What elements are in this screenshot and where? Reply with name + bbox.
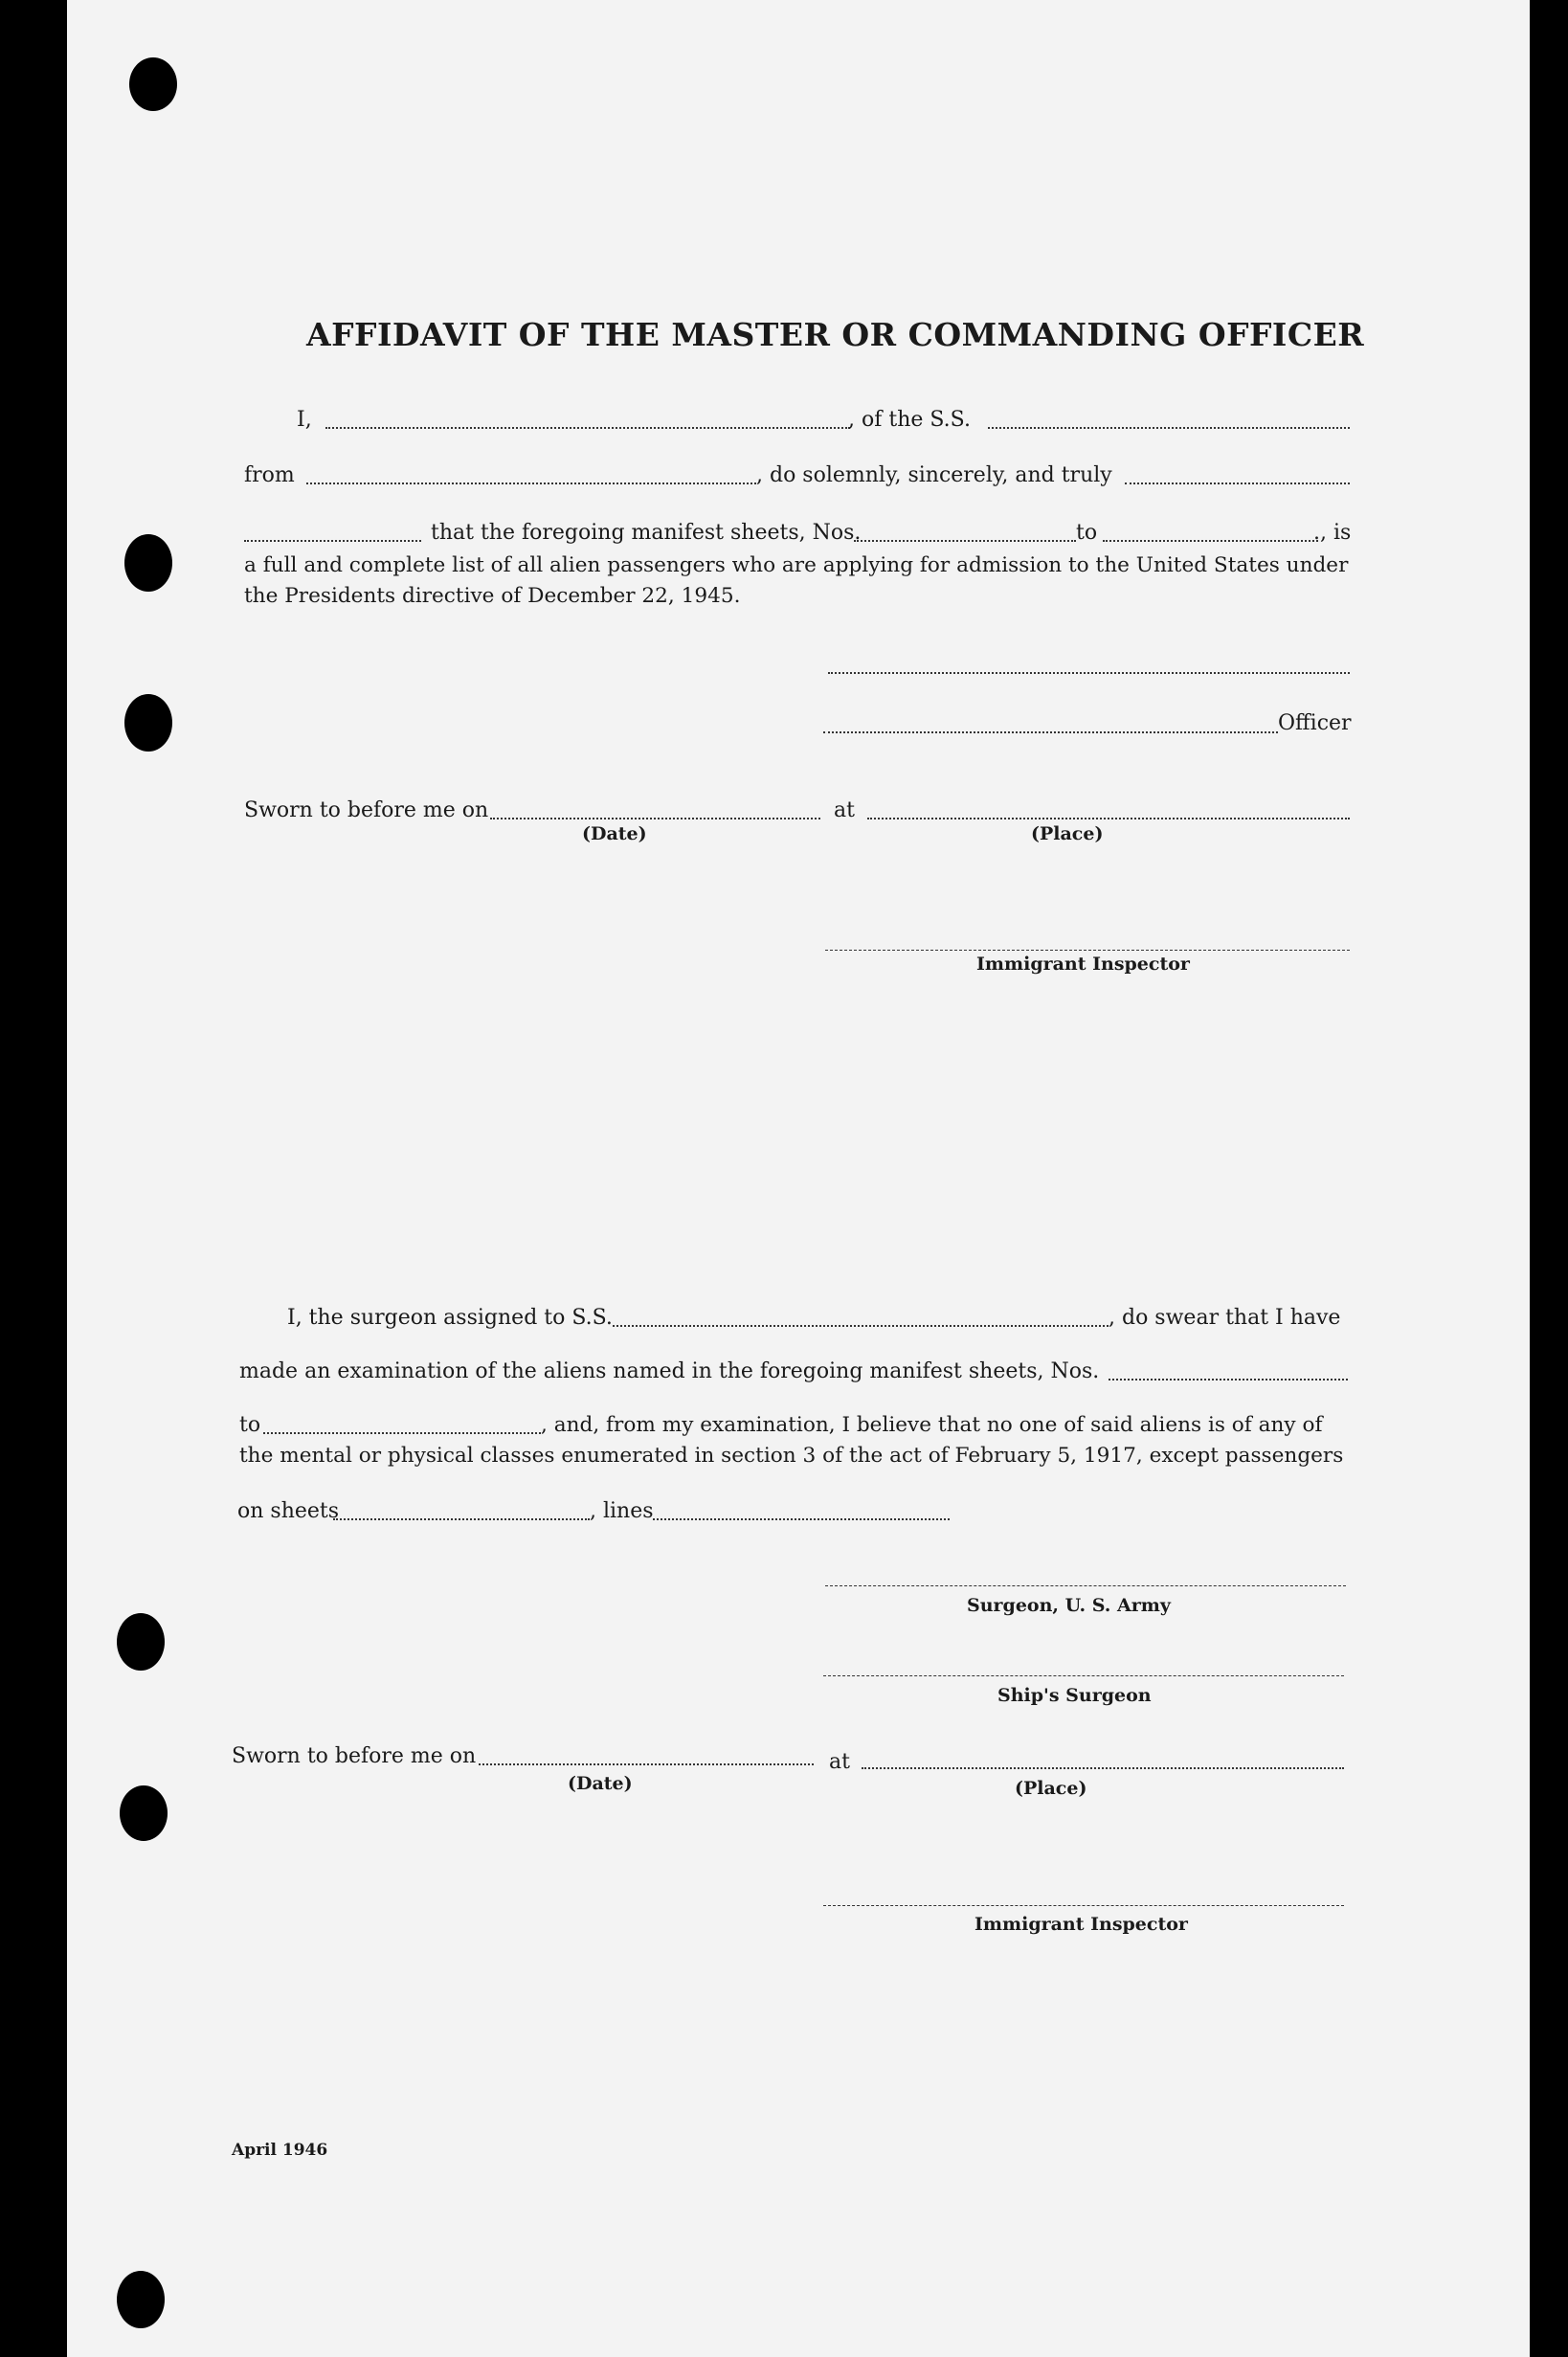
- document-title: AFFIDAVIT OF THE MASTER OR COMMANDING OFFICER: [306, 316, 1365, 353]
- surgeon-nos-from-field[interactable]: [1109, 1379, 1348, 1381]
- document-page: [67, 0, 1530, 2357]
- footer-date: April 1946: [232, 2141, 328, 2160]
- surgeon-to-label: to: [239, 1413, 261, 1437]
- master-nos-from-field[interactable]: [854, 540, 1076, 542]
- surgeon-date-caption: (Date): [568, 1773, 633, 1794]
- binder-hole-3: [124, 694, 172, 752]
- master-to-label: to: [1076, 521, 1098, 545]
- master-name-field[interactable]: [325, 427, 850, 429]
- surgeon-assigned-text: I, the surgeon assigned to S.S.: [287, 1306, 613, 1330]
- master-inspector-signature-line[interactable]: [825, 950, 1350, 951]
- master-from-field[interactable]: [306, 483, 756, 484]
- master-from-label: from: [244, 463, 295, 487]
- master-sworn-date-field[interactable]: [490, 818, 820, 819]
- master-oath-field[interactable]: [1125, 483, 1350, 484]
- master-statement-line-5: the Presidents directive of December 22, 1945.: [244, 584, 741, 608]
- master-manifest-text: that the foregoing manifest sheets, Nos.: [431, 521, 862, 545]
- binder-hole-1: [129, 57, 177, 111]
- surgeon-sworn-date-field[interactable]: [479, 1763, 814, 1765]
- master-oath-type-field[interactable]: [244, 540, 421, 542]
- binder-hole-4: [117, 1613, 165, 1671]
- master-solemn-text: , do solemnly, sincerely, and truly: [756, 463, 1112, 487]
- army-surgeon-signature-line[interactable]: [825, 1585, 1346, 1586]
- binder-hole-6: [117, 2271, 165, 2328]
- army-surgeon-label: Surgeon, U. S. Army: [967, 1595, 1171, 1616]
- officer-label: Officer: [1278, 711, 1352, 735]
- surgeon-at-label: at: [829, 1750, 850, 1774]
- master-i-label: I,: [297, 408, 312, 432]
- ships-surgeon-signature-line[interactable]: [823, 1675, 1344, 1676]
- surgeon-swear-text: , do swear that I have: [1109, 1306, 1341, 1330]
- surgeon-sworn-place-field[interactable]: [862, 1767, 1344, 1769]
- binder-hole-2: [124, 534, 172, 592]
- master-at-label: at: [834, 798, 855, 822]
- surgeon-nos-to-field[interactable]: [263, 1432, 541, 1434]
- surgeon-lines-field[interactable]: [653, 1518, 950, 1520]
- ships-surgeon-label: Ship's Surgeon: [997, 1685, 1152, 1706]
- master-place-caption: (Place): [1031, 823, 1104, 844]
- surgeon-examination-text: made an examination of the aliens named in the foregoing manifest sheets, Nos.: [239, 1359, 1100, 1383]
- surgeon-belief-text: , and, from my examination, I believe that no one of said aliens is of any of: [541, 1413, 1323, 1437]
- master-inspector-label: Immigrant Inspector: [976, 954, 1190, 975]
- surgeon-sheets-field[interactable]: [333, 1518, 590, 1520]
- master-sworn-place-field[interactable]: [867, 818, 1350, 819]
- master-ship-field[interactable]: [988, 427, 1350, 429]
- binder-hole-5: [120, 1785, 168, 1841]
- surgeon-inspector-label: Immigrant Inspector: [974, 1914, 1188, 1935]
- surgeon-sheets-label: on sheets: [237, 1499, 340, 1523]
- surgeon-inspector-signature-line[interactable]: [823, 1905, 1344, 1906]
- master-of-ss-label: , of the S.S.: [848, 408, 971, 432]
- officer-signature-line[interactable]: [823, 731, 1278, 733]
- surgeon-lines-label: , lines: [590, 1499, 654, 1523]
- master-date-caption: (Date): [582, 823, 647, 844]
- master-nos-to-field[interactable]: [1103, 540, 1318, 542]
- master-is-text: ., is: [1313, 521, 1352, 545]
- surgeon-sworn-text: Sworn to before me on: [232, 1744, 477, 1768]
- surgeon-classes-text: the mental or physical classes enumerated in section 3 of the act of February 5, 1917, except passengers: [239, 1444, 1344, 1468]
- master-signature-line[interactable]: [828, 672, 1350, 674]
- master-statement-line-4: a full and complete list of all alien passengers who are applying for admission to the United States under: [244, 553, 1349, 577]
- surgeon-place-caption: (Place): [1015, 1778, 1087, 1799]
- master-sworn-text: Sworn to before me on: [244, 798, 489, 822]
- surgeon-ship-field[interactable]: [613, 1325, 1109, 1327]
